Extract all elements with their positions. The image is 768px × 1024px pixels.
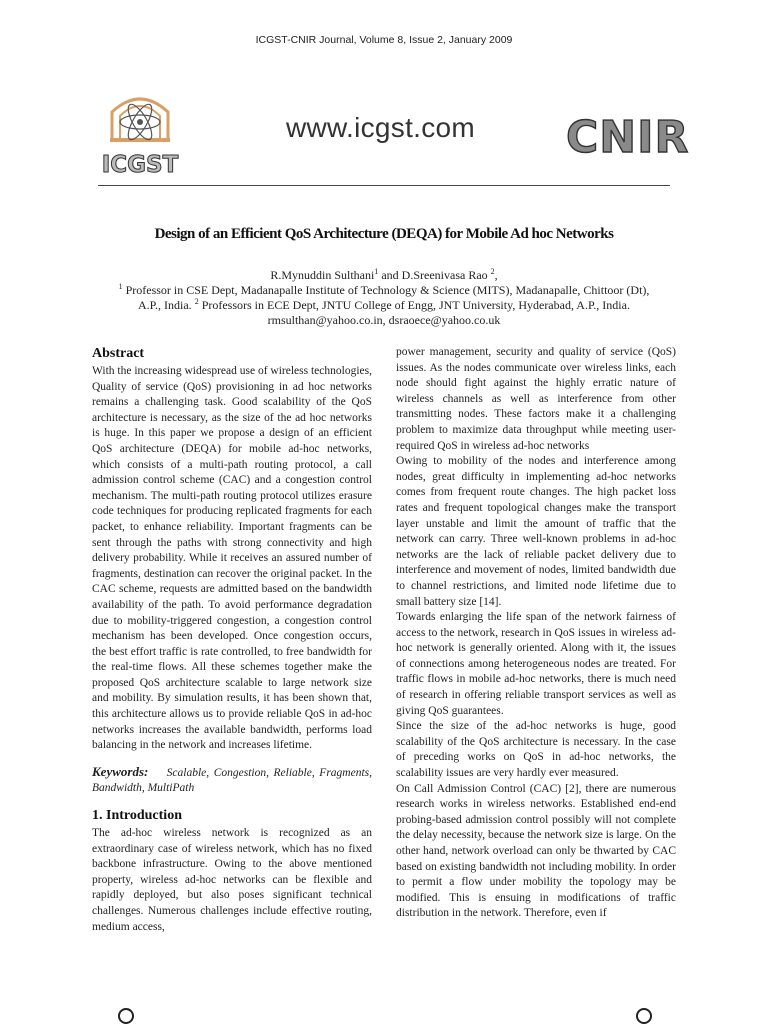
- cnir-logo: CNIR: [566, 112, 690, 163]
- keywords-label: Keywords:: [92, 763, 149, 779]
- affil-2-text: Professors in ECE Dept, JNTU College of Engg, JNT University, Hyderabad, A.P., India.: [198, 298, 630, 312]
- abstract-heading: Abstract: [92, 346, 145, 361]
- author-block: [80, 268, 688, 328]
- author-emails[interactable]: rmsulthan@yahoo.co.in, dsraoece@yahoo.co.uk: [267, 313, 501, 327]
- page-corner-mark-left: [118, 1008, 134, 1024]
- author-2: D.Sreenivasa Rao: [401, 268, 488, 282]
- author-line: [80, 268, 688, 283]
- affil-1-sup: 1: [118, 282, 123, 291]
- left-column: [92, 345, 372, 935]
- author-1-sup: 1: [374, 267, 379, 276]
- author-2-sup: 2: [490, 267, 495, 276]
- paragraph: Owing to mobility of the nodes and interference among nodes, great difficulty in implementing ad-hoc networks comes from frequent route changes. The high packet loss rates and frequent topological changes make the transport layer unstable and limit the amount of traffic that the network can carry. Three well-known problems in ad-hoc networks are the lack of reliable packet delivery due to interference and movement of nodes, limited bandwidth due to channel restrictions, and limited node lifetime due to small battery size [14].: [396, 455, 676, 608]
- affil-2-sup: 2: [194, 297, 199, 306]
- header-divider: [98, 185, 670, 186]
- page-corner-mark-right: [636, 1008, 652, 1024]
- affil-1-cont: A.P., India.: [138, 298, 195, 312]
- introduction-heading: 1. Introduction: [92, 808, 182, 824]
- keywords-line: [92, 764, 372, 797]
- abstract-text: With the increasing widespread use of wireless technologies, Quality of service (QoS) provisioning in ad hoc networks remains a challenging task. Good scalability of the QoS architecture is necessary, as the size of the ad hoc networks is huge. In this paper we propose a design of an efficient QoS architecture (DEQA) for mobile ad-hoc networks, which consists of a multi-path routing protocol, a call admission control scheme (CAC) and a congestion control mechanism. The multi-path routing protocol utilizes erasure code techniques for producing replicated fragments for each packet, to enhance reliability. Important fragments can be sent through the paths with strong connectivity and high delivery probability. While it receives an assured number of fragments, destination can recover the original packet. In the CAC scheme, requests are admitted based on the bandwidth availability of the path. To avoid performance degradation due to mobility-triggered congestion, a congestion control mechanism has been developed. Once congestion occurs, the best effort traffic is rate controlled, to free bandwidth for the real-time flows. All these schemes together make the proposed QoS architecture scalable to large network size and mobility. By simulation results, it has been shown that, this architecture allows us to provide reliable QoS in ad-hoc networks increases the available bandwidth, performs load balancing in the network and increases lifetime.: [92, 365, 372, 752]
- paragraph: Towards enlarging the life span of the network fairness of access to the network, research in QoS issues in wireless ad-hoc network is generally oriented. Along with it, the issues of connections among heterogeneous nodes are treated. For traffic flows in mobile ad-hoc networks, there is much need of research in offering reliable transport services as well as giving QoS guarantees.: [396, 611, 676, 717]
- author-1: R.Mynuddin Sulthani: [270, 268, 375, 282]
- introduction-text: The ad-hoc wireless network is recognized as an extraordinary case of wireless network, which has no fixed backbone infrastructure. Owing to the above mentioned property, wireless ad-hoc networks can be flexible and rapidly deployed, but also poses significant technical challenges. Numerous challenges include effective routing, medium access,: [92, 827, 372, 933]
- site-url[interactable]: www.icgst.com: [286, 112, 476, 143]
- right-column: [396, 345, 676, 922]
- icgst-logo-text: ICGST: [101, 152, 179, 178]
- paragraph: power management, security and quality of service (QoS) issues. As the nodes communicate over wireless links, each node should fight against the highly erratic nature of wireless channels as well as interference from other transmitting nodes. These factors make it a challenging problem to maximize data throughput while meeting user-required QoS in wireless ad-hoc networks: [396, 346, 676, 452]
- author-2-after: ,: [494, 268, 498, 282]
- keywords-values: Scalable, Congestion, Reliable, Fragments, Bandwidth, MultiPath: [92, 766, 372, 795]
- icgst-logo: [90, 88, 190, 180]
- paper-title: Design of an Efficient QoS Architecture (DEQA) for Mobile Ad hoc Networks: [154, 226, 614, 242]
- affiliation-1: [80, 283, 688, 298]
- journal-header: ICGST-CNIR Journal, Volume 8, Issue 2, January 2009: [255, 34, 513, 46]
- affil-1-text: Professor in CSE Dept, Madanapalle Institute of Technology & Science (MITS), Madanapalle, Chittoor (Dt),: [122, 283, 650, 297]
- paragraph: Since the size of the ad-hoc networks is huge, good scalability of the QoS architecture is necessary. In the case of preceding works on QoS in ad-hoc networks, the scalability issues are very hardly ever measured.: [396, 720, 676, 780]
- author-and: and: [378, 268, 402, 282]
- paragraph: On Call Admission Control (CAC) [2], there are numerous research works in wireless networks. Established end-end probing-based admission control possibly will not complete the delay necessity, because the network size is large. On the other hand, network overload can only be thwarted by CAC based on existing bandwidth not including mobility. In order to permit a flow under mobility the topology may be modified. This is ensuing in modifications of traffic distribution in the network. Therefore, even if: [396, 782, 676, 920]
- affiliation-2: [80, 298, 688, 313]
